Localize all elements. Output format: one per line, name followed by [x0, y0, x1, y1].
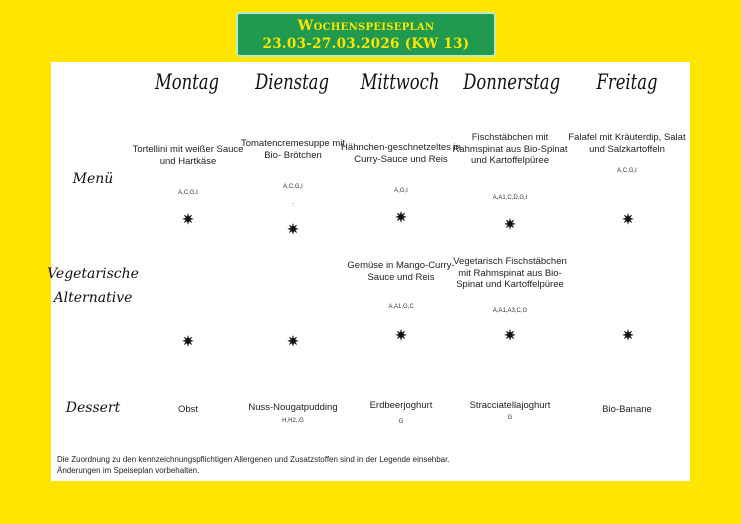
dessert-dish-wednesday: Erdbeerjoghurt: [369, 400, 433, 411]
veg-allergens-wednesday: A,A1,G,C: [388, 304, 414, 310]
dessert-dish-thursday: Stracciatellajoghurt: [469, 400, 551, 411]
menu-star-monday: ✷: [182, 211, 194, 227]
dessert-allergens-wednesday: G: [398, 419, 404, 425]
day-header-tuesday: Dienstag: [255, 70, 329, 94]
menu-star-friday: ✷: [622, 211, 634, 227]
menu-allergens-tuesday: A,C,G,I: [283, 184, 303, 190]
day-header-thursday: Donnerstag: [463, 70, 561, 94]
date-range: 23.03-27.03.2026 (KW 13): [262, 35, 470, 52]
menu-star-thursday: ✷: [504, 216, 516, 232]
menu-dish-tuesday: Tomatencremesuppe mit Bio- Brötchen: [240, 138, 346, 161]
menu-dish-friday: Falafel mit Kräuterdip, Salat und Salzkartoffeln: [568, 132, 686, 155]
menu-dish-monday: Tortellini mit weißer Sauce und Hartkäse: [132, 144, 244, 167]
menu-dish-wednesday: Hähnchen-geschnetzeltes in Curry-Sauce und Reis: [341, 142, 461, 165]
day-header-wednesday: Mittwoch: [360, 70, 440, 94]
menu-allergens-thursday: A,A1,C,D,G,I: [492, 195, 528, 201]
row-label-menu: Menü: [72, 171, 114, 187]
veg-star-thursday: ✷: [504, 327, 516, 343]
menu-allergens-friday: A,C,G,I: [617, 168, 637, 174]
title-banner: [236, 12, 496, 57]
menu-note-tuesday: .: [292, 200, 294, 206]
row-label-dessert: Dessert: [65, 400, 121, 416]
menu-allergens-wednesday: A,G,I: [394, 188, 408, 194]
row-label-vegetarian-2: Alternative: [53, 290, 133, 306]
page-title: Wochenspeiseplan: [297, 17, 435, 34]
row-label-vegetarian-1: Vegetarische: [47, 266, 139, 282]
veg-star-tuesday: ✷: [287, 333, 299, 349]
menu-star-tuesday: ✷: [287, 221, 299, 237]
menu-star-wednesday: ✷: [395, 209, 407, 225]
dessert-dish-friday: Bio-Banane: [602, 404, 652, 415]
veg-star-monday: ✷: [182, 333, 194, 349]
veg-star-friday: ✷: [622, 327, 634, 343]
day-header-friday: Freitag: [596, 70, 658, 94]
veg-dish-wednesday: Gemüse in Mango-Curry-Sauce und Reis: [347, 260, 455, 283]
dessert-dish-monday: Obst: [177, 404, 199, 415]
veg-allergens-thursday: A,A1,A3,C,G: [492, 308, 528, 314]
dessert-allergens-thursday: G: [507, 415, 513, 421]
footer-allergen-note: Die Zuordnung zu den kennzeichnungspflichtigen Allergenen und Zusatzstoffen sind in der Legende einsehbar.: [57, 455, 450, 464]
veg-dish-thursday: Vegetarisch Fischstäbchen mit Rahmspinat aus Bio-Spinat und Kartoffelpüree: [453, 256, 567, 290]
veg-star-wednesday: ✷: [395, 327, 407, 343]
dessert-allergens-tuesday: H,H2,,G: [282, 418, 304, 424]
footer-changes-note: Änderungen im Speiseplan vorbehalten.: [57, 466, 200, 475]
menu-dish-thursday: Fischstäbchen mit Rahmspinat aus Bio-Spinat und Kartoffelpüree: [452, 132, 568, 166]
menu-allergens-monday: A,C,G,I: [178, 190, 198, 196]
day-header-monday: Montag: [154, 70, 220, 94]
dessert-dish-tuesday: Nuss-Nougatpudding: [248, 402, 338, 413]
